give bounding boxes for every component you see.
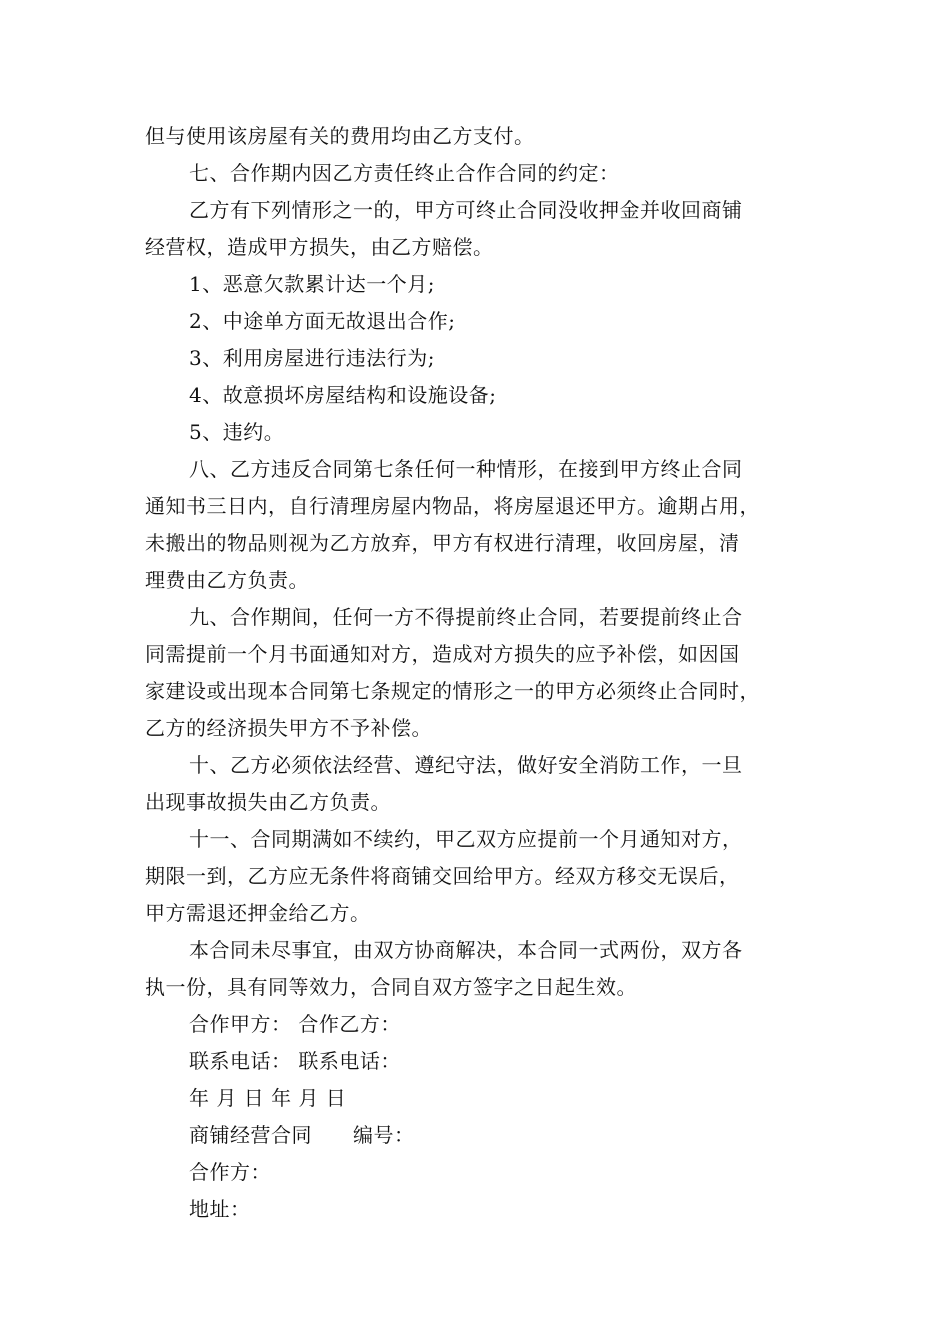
text-line: 通知书三日内，自行清理房屋内物品，将房屋退还甲方。逾期占用，	[145, 494, 760, 518]
list-item: 2、中途单方面无故退出合作;	[189, 309, 456, 333]
signature-phone: 联系电话： 联系电话：	[189, 1049, 401, 1073]
party-field: 合作方：	[189, 1160, 271, 1184]
text-line: 经营权，造成甲方损失，由乙方赔偿。	[145, 235, 494, 259]
signature-parties: 合作甲方： 合作乙方：	[189, 1012, 401, 1036]
text-line: 未搬出的物品则视为乙方放弃，甲方有权进行清理，收回房屋，清	[145, 531, 740, 555]
list-item: 5、违约。	[189, 420, 285, 444]
text-line: 乙方的经济损失甲方不予补偿。	[145, 716, 432, 740]
text-line: 执一份，具有同等效力，合同自双方签字之日起生效。	[145, 975, 637, 999]
text-line: 本合同未尽事宜，由双方协商解决，本合同一式两份，双方各	[189, 938, 743, 962]
text-line: 出现事故损失由乙方负责。	[145, 790, 391, 814]
text-line: 同需提前一个月书面通知对方，造成对方损失的应予补偿，如因国	[145, 642, 740, 666]
text-line: 期限一到，乙方应无条件将商铺交回给甲方。经双方移交无误后，	[145, 864, 740, 888]
contract-title-line: 商铺经营合同 编号：	[189, 1123, 415, 1147]
clause-heading: 九、合作期间，任何一方不得提前终止合同，若要提前终止合	[189, 605, 743, 629]
document-body	[145, 118, 825, 1228]
text-line: 但与使用该房屋有关的费用均由乙方支付。	[145, 124, 535, 148]
text-line: 理费由乙方负责。	[145, 568, 309, 592]
list-item: 3、利用房屋进行违法行为;	[189, 346, 435, 370]
signature-date: 年 月 日 年 月 日	[189, 1086, 347, 1110]
list-item: 1、恶意欠款累计达一个月;	[189, 272, 435, 296]
clause-heading: 八、乙方违反合同第七条任何一种情形，在接到甲方终止合同	[189, 457, 743, 481]
clause-heading: 七、合作期内因乙方责任终止合作合同的约定：	[189, 161, 620, 185]
clause-heading: 十、乙方必须依法经营、遵纪守法，做好安全消防工作，一旦	[189, 753, 743, 777]
text-line: 家建设或出现本合同第七条规定的情形之一的甲方必须终止合同时，	[145, 679, 760, 703]
list-item: 4、故意损坏房屋结构和设施设备;	[189, 383, 497, 407]
address-field: 地址：	[189, 1197, 251, 1221]
clause-heading: 十一、合同期满如不续约，甲乙双方应提前一个月通知对方，	[189, 827, 743, 851]
text-line: 乙方有下列情形之一的，甲方可终止合同没收押金并收回商铺	[189, 198, 743, 222]
text-line: 甲方需退还押金给乙方。	[145, 901, 371, 925]
